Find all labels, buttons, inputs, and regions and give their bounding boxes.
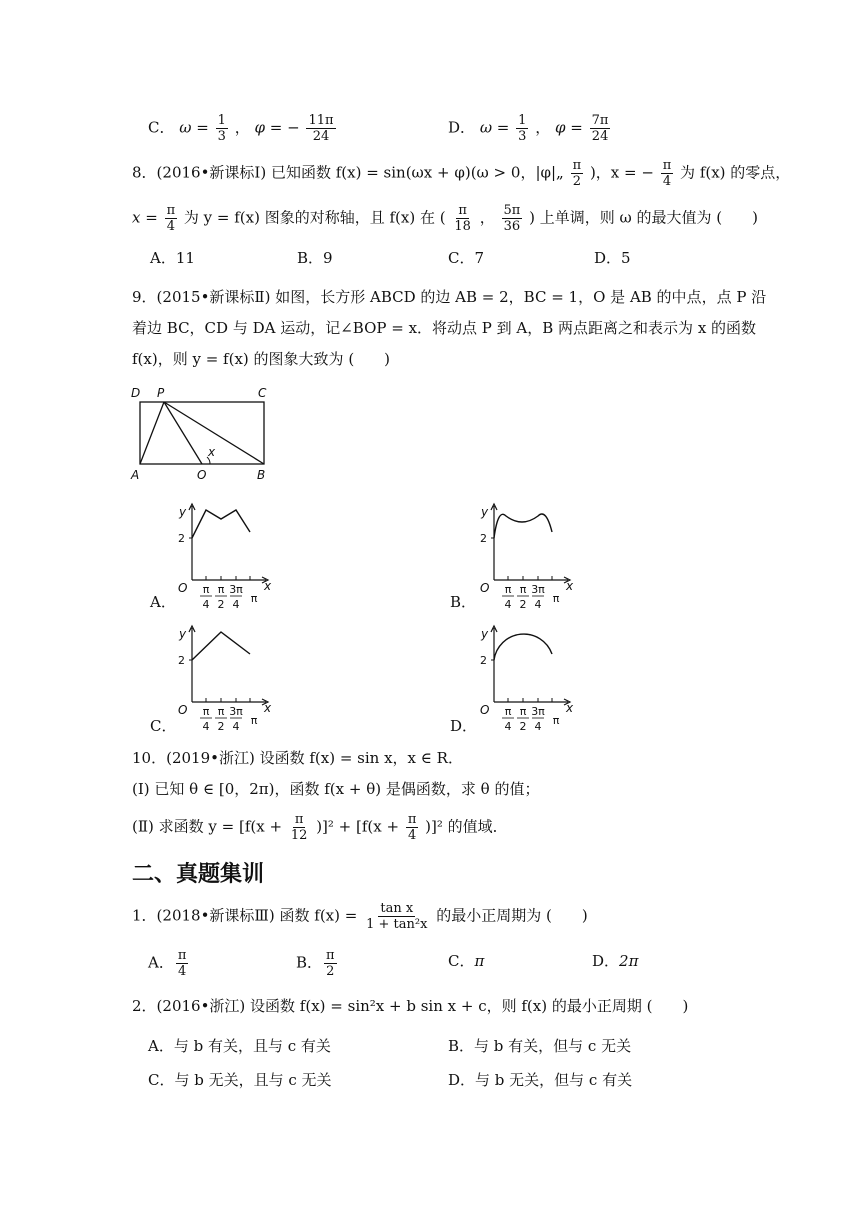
q10-text: )]² + [f(x + bbox=[316, 817, 400, 836]
origin-label: O bbox=[480, 703, 490, 717]
separator: ， bbox=[535, 118, 551, 137]
fraction bbox=[661, 158, 674, 189]
fraction-denominator: 18 bbox=[454, 219, 471, 234]
s2-option-c: C．与 b 无关，且与 c 无关 bbox=[148, 1071, 332, 1089]
separator: ， bbox=[234, 118, 250, 137]
fraction-denominator: 24 bbox=[591, 129, 609, 144]
fraction-numerator: π bbox=[166, 203, 176, 218]
fraction bbox=[289, 812, 310, 843]
origin-label: O bbox=[480, 581, 490, 595]
fraction bbox=[571, 158, 584, 189]
s1-option-a bbox=[148, 948, 190, 979]
graph-option-a bbox=[170, 498, 290, 610]
tick-label-numerator: π bbox=[519, 583, 527, 596]
function-curve bbox=[192, 510, 250, 538]
s2-stem: 2．(2016•浙江) 设函数 f(x) = sin²x + b sin x + c，则 f(x) 的最小正周期 ( ) bbox=[132, 997, 689, 1015]
tick-label-numerator: 3π bbox=[229, 583, 243, 596]
q8-option-a: A．11 bbox=[150, 249, 195, 267]
tick-label-numerator: π bbox=[504, 705, 512, 718]
y-tick-label: 2 bbox=[178, 654, 185, 667]
q10-text: )]² 的值域． bbox=[425, 817, 508, 836]
q8-text: 为 f(x) 的零点， bbox=[680, 163, 791, 182]
fraction-numerator: π bbox=[662, 158, 672, 173]
q9-stem-line3: f(x)，则 y = f(x) 的图象大致为 ( ) bbox=[132, 350, 391, 368]
s2-option-d: D．与 b 无关，但与 c 有关 bbox=[448, 1071, 633, 1089]
fraction bbox=[324, 948, 337, 979]
graph-option-b bbox=[472, 498, 592, 610]
y-tick-label: 2 bbox=[480, 532, 487, 545]
fraction-denominator: 4 bbox=[166, 219, 175, 234]
tick-label-denominator: 2 bbox=[217, 720, 225, 732]
tick-label-numerator: π bbox=[504, 583, 512, 596]
option-label: D． bbox=[592, 952, 620, 970]
fraction-denominator: 3 bbox=[217, 129, 226, 144]
fraction-denominator: 12 bbox=[290, 828, 308, 843]
y-axis-label: y bbox=[481, 505, 489, 519]
tick-label-denominator: 4 bbox=[504, 598, 512, 610]
q10-part-2 bbox=[132, 812, 508, 843]
s1-option-c bbox=[448, 951, 484, 971]
fraction-numerator: π bbox=[572, 158, 582, 173]
fraction-numerator: 11π bbox=[308, 113, 334, 128]
label-o: O bbox=[197, 468, 207, 482]
graph-option-c bbox=[170, 620, 290, 732]
fraction-denominator: 36 bbox=[503, 219, 521, 234]
fraction-numerator: tan x bbox=[380, 901, 414, 916]
option-label: C． bbox=[148, 118, 175, 137]
fraction-numerator: π bbox=[458, 203, 467, 218]
label-a: A bbox=[131, 468, 140, 482]
q9-stem-line2: 着边 BC，CD 与 DA 运动，记∠BOP = x．将动点 P 到 A，B 两点距离之和表示为 x 的函数 bbox=[132, 319, 757, 337]
s1-stem bbox=[132, 901, 588, 932]
y-axis-label: y bbox=[481, 627, 489, 641]
tick-label-denominator: 4 bbox=[232, 720, 240, 732]
origin-label: O bbox=[178, 581, 188, 595]
tick-label-numerator: π bbox=[217, 583, 225, 596]
label-d: D bbox=[131, 386, 141, 400]
tick-label-pi: π bbox=[250, 592, 258, 605]
q8-stem-line1 bbox=[132, 158, 790, 189]
fraction-denominator: 2 bbox=[572, 174, 582, 189]
fraction-denominator: 2 bbox=[326, 964, 335, 979]
q8-text: 为 y = f(x) 图象的对称轴，且 f(x) 在 ( bbox=[183, 208, 446, 227]
omega-text: ω = bbox=[479, 118, 510, 137]
s1-text: 1．(2018•新课标Ⅲ) 函数 f(x) = bbox=[132, 906, 358, 925]
fraction bbox=[176, 948, 189, 979]
fraction bbox=[452, 203, 473, 234]
q8-option-c: C．7 bbox=[448, 249, 485, 267]
phi-fraction bbox=[306, 113, 335, 144]
tick-label-denominator: 4 bbox=[232, 598, 240, 610]
q9-option-a-label: A． bbox=[150, 593, 176, 611]
segment-po bbox=[164, 402, 202, 464]
phi-text: φ = bbox=[555, 118, 583, 137]
q9-option-c-label: C． bbox=[150, 717, 177, 735]
tick-label-denominator: 4 bbox=[534, 720, 542, 732]
tick-label-pi: π bbox=[250, 714, 258, 727]
q7-option-c bbox=[148, 113, 338, 144]
tick-label-denominator: 2 bbox=[217, 598, 225, 610]
option-label: C． bbox=[448, 952, 475, 970]
function-curve bbox=[494, 514, 552, 538]
tick-label-numerator: π bbox=[202, 583, 210, 596]
s1-option-d bbox=[592, 951, 638, 971]
q8-text: ， bbox=[479, 208, 495, 227]
tick-label-numerator: 3π bbox=[531, 705, 545, 718]
function-curve bbox=[192, 632, 250, 660]
origin-label: O bbox=[178, 703, 188, 717]
fraction-numerator: 1 bbox=[217, 113, 226, 128]
tick-label-numerator: π bbox=[519, 705, 527, 718]
fraction bbox=[165, 203, 178, 234]
fraction-numerator: π bbox=[407, 812, 417, 827]
fraction bbox=[406, 812, 419, 843]
fraction bbox=[502, 203, 523, 234]
q8-text: )，x = − bbox=[589, 163, 654, 182]
omega-fraction bbox=[516, 113, 528, 144]
rectangle-abcd bbox=[140, 402, 264, 464]
fraction-numerator: 1 bbox=[518, 113, 527, 128]
tick-label-pi: π bbox=[552, 714, 560, 727]
fraction bbox=[364, 901, 429, 932]
function-curve bbox=[494, 634, 552, 660]
q8-option-b: B．9 bbox=[297, 249, 333, 267]
q9-option-b-label: B． bbox=[450, 593, 477, 611]
tick-label-denominator: 4 bbox=[202, 720, 210, 732]
fraction-numerator: 7π bbox=[591, 113, 609, 128]
q8-text: x = bbox=[132, 208, 158, 227]
q8-stem-line2 bbox=[132, 203, 758, 234]
tick-label-denominator: 4 bbox=[534, 598, 542, 610]
fraction-denominator: 3 bbox=[518, 129, 527, 144]
fraction-denominator: 4 bbox=[177, 964, 187, 979]
q9-option-d-label: D． bbox=[450, 717, 478, 735]
label-c: C bbox=[258, 386, 267, 400]
s1-text: 的最小正周期为 ( ) bbox=[436, 906, 588, 925]
phi-text: φ = − bbox=[254, 118, 300, 137]
label-p: P bbox=[157, 386, 165, 400]
tick-label-numerator: 3π bbox=[229, 705, 243, 718]
y-tick-label: 2 bbox=[480, 654, 487, 667]
label-b: B bbox=[257, 468, 266, 482]
q8-text: ) 上单调，则 ω 的最大值为 ( ) bbox=[529, 208, 758, 227]
fraction-numerator: 5π bbox=[503, 203, 521, 218]
tick-label-denominator: 2 bbox=[519, 720, 527, 732]
q9-stem-line1: 9．(2015•新课标Ⅱ) 如图，长方形 ABCD 的边 AB = 2，BC = 1，O 是 AB 的中点，点 P 沿 bbox=[132, 288, 767, 306]
option-value: 2π bbox=[619, 952, 639, 970]
omega-fraction bbox=[216, 113, 228, 144]
option-label: D． bbox=[448, 118, 476, 137]
y-axis-label: y bbox=[179, 627, 187, 641]
x-axis-label: x bbox=[264, 579, 272, 593]
y-axis-label: y bbox=[179, 505, 187, 519]
tick-label-numerator: 3π bbox=[531, 583, 545, 596]
fraction-denominator: 4 bbox=[407, 828, 417, 843]
fraction-denominator: 1 + tan²x bbox=[366, 917, 428, 932]
tick-label-numerator: π bbox=[217, 705, 225, 718]
label-x: x bbox=[208, 445, 216, 459]
s1-option-b bbox=[296, 948, 339, 979]
s2-option-b: B．与 b 有关，但与 c 无关 bbox=[448, 1037, 632, 1055]
tick-label-pi: π bbox=[552, 592, 560, 605]
fraction-denominator: 24 bbox=[312, 129, 330, 144]
fraction-denominator: 4 bbox=[662, 174, 672, 189]
q7-option-d bbox=[448, 113, 612, 144]
segment-pa bbox=[140, 402, 164, 464]
fraction-numerator: π bbox=[326, 948, 335, 963]
tick-label-numerator: π bbox=[202, 705, 210, 718]
graph-option-d bbox=[472, 620, 592, 732]
section-title: 二、真题集训 bbox=[132, 862, 265, 887]
s2-option-a: A．与 b 有关，且与 c 有关 bbox=[148, 1037, 331, 1055]
q8-option-d: D．5 bbox=[594, 249, 631, 267]
tick-label-denominator: 2 bbox=[519, 598, 527, 610]
y-tick-label: 2 bbox=[178, 532, 185, 545]
x-axis-label: x bbox=[264, 701, 272, 715]
q10-part-1: (Ⅰ) 已知 θ ∈ [0，2π)，函数 f(x + θ) 是偶函数，求 θ 的值； bbox=[132, 780, 540, 798]
fraction-numerator: π bbox=[177, 948, 187, 963]
q10-stem: 10．(2019•浙江) 设函数 f(x) = sin x，x ∈ R． bbox=[132, 749, 463, 767]
q10-text: (Ⅱ) 求函数 y = [f(x + bbox=[132, 817, 283, 836]
fraction-numerator: π bbox=[294, 812, 304, 827]
option-value: π bbox=[474, 952, 485, 970]
option-label: B． bbox=[296, 953, 323, 972]
rectangle-figure bbox=[130, 380, 280, 485]
omega-text: ω = bbox=[179, 118, 209, 137]
option-label: A． bbox=[148, 953, 174, 972]
x-axis-label: x bbox=[566, 701, 574, 715]
tick-label-denominator: 4 bbox=[504, 720, 512, 732]
q8-text: 8．(2016•新课标Ⅰ) 已知函数 f(x) = sin(ωx + φ)(ω > 0，|φ|„ bbox=[132, 163, 564, 182]
tick-label-denominator: 4 bbox=[202, 598, 210, 610]
x-axis-label: x bbox=[566, 579, 574, 593]
phi-fraction bbox=[590, 113, 611, 144]
